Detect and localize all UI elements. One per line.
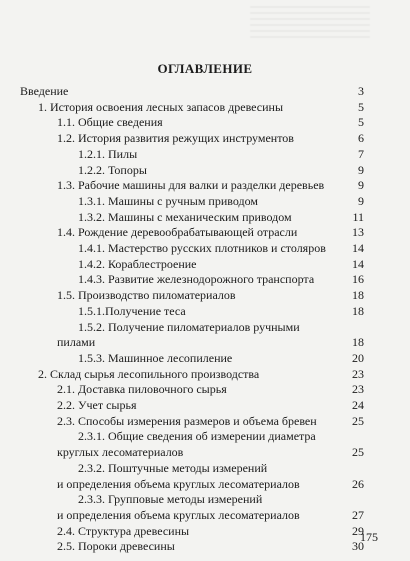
toc-entry-text: 2.3.3. Групповые методы измерений xyxy=(78,492,263,507)
toc-entry-text: 1.3.2. Машины с механическим приводом xyxy=(78,209,292,224)
toc-entry-text: 1.4. Рождение деревообрабатывающей отрасли xyxy=(57,225,298,240)
toc-entry-text: 1.5.2. Получение пиломатериалов ручными xyxy=(78,319,300,334)
toc-entry-text: и определения объема круглых лесоматериалов xyxy=(57,507,300,522)
toc-entry-text: 2.5. Пороки древесины xyxy=(57,539,175,554)
toc-entry xyxy=(57,445,364,459)
toc-entry-text: 1.2.1. Пилы xyxy=(78,146,138,161)
toc-entry-text: 1.3. Рабочие машины для валки и разделки деревьев xyxy=(57,178,325,193)
toc-entry-page: 29 xyxy=(352,523,364,538)
toc-entry xyxy=(78,304,364,318)
toc-entry-text: 1. История освоения лесных запасов древесины xyxy=(38,99,284,114)
toc-entry xyxy=(57,225,364,239)
page-number: 175 xyxy=(360,530,378,544)
toc-entry xyxy=(78,257,364,271)
bleed-through-text xyxy=(250,6,370,42)
toc-entry-text: 2.1. Доставка пиловочного сырья xyxy=(57,382,227,397)
toc-entry-page: 9 xyxy=(358,162,364,177)
toc-entry-page: 18 xyxy=(352,288,364,303)
toc-entry xyxy=(57,131,364,145)
toc-entry xyxy=(57,477,364,491)
toc-entry-text: и определения объема круглых лесоматериалов xyxy=(57,476,300,491)
toc-entry-page: 23 xyxy=(352,366,364,381)
toc-entry-text: 2.3.2. Поштучные методы измерений xyxy=(78,460,268,475)
toc-entry-page: 13 xyxy=(352,225,364,240)
toc-entry-text: пилами xyxy=(57,335,96,350)
toc-entry xyxy=(57,335,364,349)
toc-entry-text: 1.2. История развития режущих инструментов xyxy=(57,131,294,146)
toc-entry-text: 1.3.1. Машины с ручным приводом xyxy=(78,193,258,208)
toc-entry-page: 25 xyxy=(352,445,364,460)
toc-entry-page: 7 xyxy=(358,146,364,161)
toc-entry-page: 14 xyxy=(352,256,364,271)
toc-entry-page: 16 xyxy=(352,272,364,287)
toc-entry xyxy=(78,194,364,208)
toc-entry xyxy=(78,320,364,334)
toc-entry-page: 5 xyxy=(358,99,364,114)
toc-entry xyxy=(57,539,364,553)
toc-entry xyxy=(57,524,364,538)
toc-entry-page: 3 xyxy=(358,84,364,98)
toc-entry-page: 30 xyxy=(352,539,364,554)
toc-entry-page: 6 xyxy=(358,131,364,146)
toc-entry xyxy=(78,272,364,286)
toc-entry-text: 1.1. Общие сведения xyxy=(57,115,163,130)
toc-entry xyxy=(78,147,364,161)
toc-entry-text: 2.4. Структура древесины xyxy=(57,523,190,538)
toc-entry-text: 1.4.1. Мастерство русских плотников и столяров xyxy=(78,241,326,255)
toc-entry xyxy=(57,115,364,129)
toc-entry-text: 2.2. Учет сырья xyxy=(57,398,137,412)
toc-entry xyxy=(38,100,364,114)
toc-entry xyxy=(57,178,364,192)
toc-entry xyxy=(78,241,364,255)
toc-entry xyxy=(57,288,364,302)
toc-entry xyxy=(38,367,364,381)
toc-entry-page: 11 xyxy=(352,209,364,224)
toc-entry-text: 1.4.2. Кораблестроение xyxy=(78,256,197,271)
toc-entry-text: 1.4.3. Развитие железнодорожного транспорта xyxy=(78,272,315,287)
toc-entry-text: 2. Склад сырья лесопильного производства xyxy=(38,366,260,381)
toc-entry xyxy=(78,492,364,506)
toc-entry-page: 18 xyxy=(352,303,364,318)
toc-entry-text: 2.3. Способы измерения размеров и объема бревен xyxy=(57,413,317,428)
toc-entry xyxy=(78,210,364,224)
toc-entry xyxy=(57,414,364,428)
toc-entry-text: 1.5. Производство пиломатериалов xyxy=(57,288,236,303)
toc-entry-text: 2.3.1. Общие сведения об измерении диаметра xyxy=(78,429,316,444)
toc-entry xyxy=(78,163,364,177)
toc-entry-text: круглых лесоматериалов xyxy=(57,445,184,460)
toc-entry-page: 18 xyxy=(352,335,364,350)
toc-entry-page: 5 xyxy=(358,115,364,130)
toc-entry xyxy=(78,461,364,475)
toc-entry-page: 14 xyxy=(352,241,364,255)
toc-entry-page: 24 xyxy=(352,398,364,412)
toc-entry xyxy=(20,84,364,98)
toc-entry-page: 23 xyxy=(352,382,364,397)
toc-entry-page: 27 xyxy=(352,507,364,522)
toc-title: ОГЛАВЛЕНИЕ xyxy=(157,61,253,76)
toc-entry-text: Введение xyxy=(20,84,69,98)
toc-entry xyxy=(57,398,364,412)
toc-entry xyxy=(78,429,364,443)
toc-entry-text: 1.2.2. Топоры xyxy=(78,162,147,177)
toc-entry-page: 9 xyxy=(358,193,364,208)
toc-entry-page: 9 xyxy=(358,178,364,193)
toc-entry-text: 1.5.3. Машинное лесопиление xyxy=(78,350,233,365)
toc-entry-page: 26 xyxy=(352,476,364,491)
toc-entry-page: 20 xyxy=(352,350,364,365)
toc-entry xyxy=(78,351,364,365)
toc-entry xyxy=(57,508,364,522)
toc-entry-text: 1.5.1.Получение теса xyxy=(78,303,186,318)
toc-entry-page: 25 xyxy=(352,413,364,428)
toc-entry xyxy=(57,382,364,396)
